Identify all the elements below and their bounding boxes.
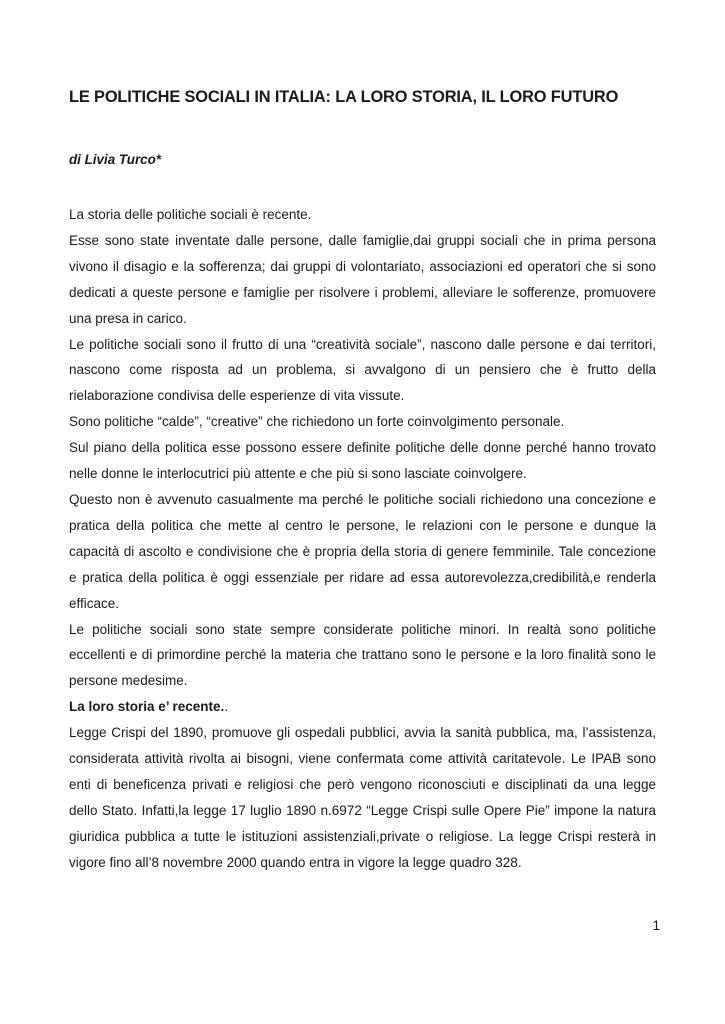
section-subheading-line — [69, 694, 656, 720]
paragraph-2: Esse sono state inventate dalle persone, dalle famiglie,dai gruppi sociali che in prima persona vivono il disagio e la sofferenza; dai gruppi di volontariato, associazioni ed operatori che si sono dedicati a queste persone e famiglie per risolvere i problemi, alleviare le sofferenze, promuovere una presa in carico. — [69, 232, 656, 326]
paragraph-5: Sul piano della politica esse possono essere definite politiche delle donne perché hanno trovato nelle donne le interlocutrici più attente e che più si sono lasciate coinvolgere. — [69, 440, 656, 482]
paragraph-4: Sono politiche “calde”, “creative” che richiedono un forte coinvolgimento personale. — [69, 414, 565, 430]
paragraph-6: Questo non è avvenuto casualmente ma perché le politiche sociali richiedono una concezione e pratica della politica che mette al centro le persone, le relazioni con le persone e dunque la capacità di ascolto e condivisione che è propria della storia di genere femminile. Tale concezione e pratica della politica è oggi essenziale per ridare ad essa autorevolezza,credibilità,e renderla efficace. — [69, 491, 656, 611]
paragraph-8: Legge Crispi del 1890, promuove gli ospedali pubblici, avvia la sanità pubblica, ma, l’assistenza, considerata attività rivolta ai bisogni, viene confermata come attività caritatevole. Le IPAB sono enti di beneficenza privati e religiosi che però vengono riconosciuti e disciplinati da una legge dello Stato. Infatti,la legge 17 luglio 1890 n.6972 “Legge Crispi sulle Opere Pie” impone la natura giuridica pubblica a tutte le istituzioni assistenziali,private o religiose. La legge Crispi resterà in vigore fino all’8 novembre 2000 quando entra in vigore la legge quadro 328. — [69, 725, 656, 870]
author-byline: di Livia Turco* — [69, 152, 162, 167]
paragraph-1: La storia delle politiche sociali è recente. — [69, 207, 312, 222]
paragraph-3: Le politiche sociali sono il frutto di una “creatività sociale”, nascono dalle persone e dai territori, nascono come risposta ad un problema, si avvalgono di un pensiero che è frutto della rielaborazione condivisa delle esperienze di vita vissute. — [69, 336, 656, 404]
page-number: 1 — [652, 918, 660, 933]
section-subheading-tail: . — [224, 699, 229, 715]
document-body — [69, 202, 656, 876]
section-subheading: La loro storia e’ recente. — [69, 699, 225, 715]
document-title: LE POLITICHE SOCIALI IN ITALIA: LA LORO STORIA, IL LORO FUTURO — [69, 88, 619, 106]
paragraph-7: Le politiche sociali sono state sempre considerate politiche minori. In realtà sono politiche eccellenti e di primordine perché la materia che trattano sono le persone e la loro finalità sono le persone medesime. — [69, 621, 656, 689]
